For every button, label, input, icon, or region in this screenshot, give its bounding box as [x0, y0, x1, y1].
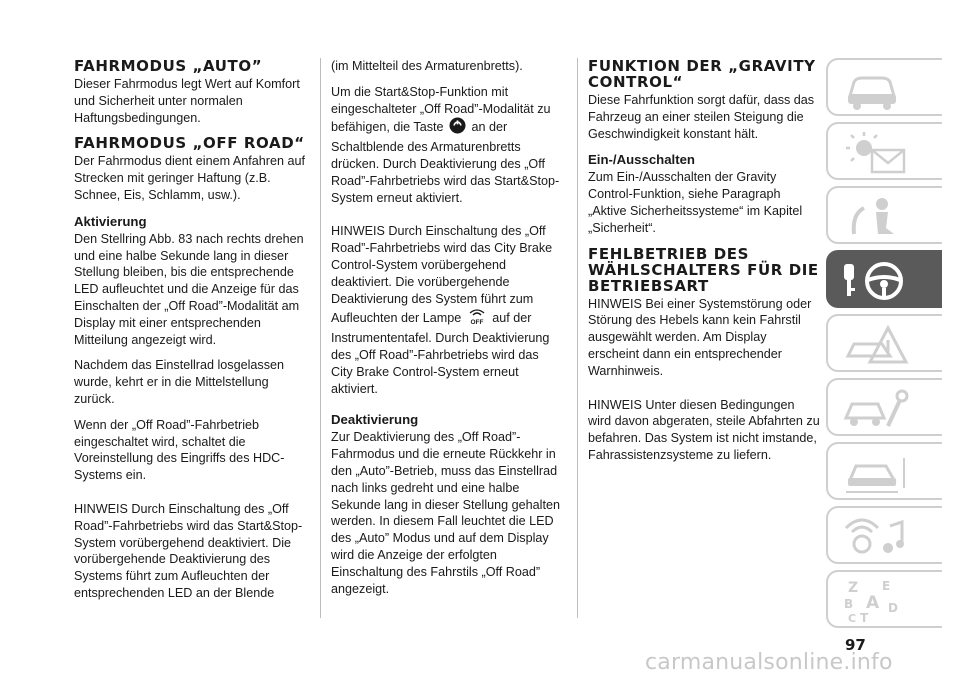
note-start-stop: HINWEIS Durch Einschaltung des „Off Road”-Fahrbetriebs wird das Start&Stop-System vorübergehend deaktiviert. Die vorübergehende Deaktivierung des Systems führt zum Aufleuchten der entsprechenden LED an der Blende	[74, 501, 303, 600]
index-letter: B	[844, 597, 854, 611]
text-city-brake-a: HINWEIS Durch Einschaltung des „Off Road”-Fahrbetriebs wird das City Brake Control-System vorübergehend deaktiviert. Die vorübergehende Deaktivierung des System führt zum Aufleuchten der Lampe	[331, 224, 553, 326]
start-stop-button-icon	[449, 117, 466, 139]
page-number: 97	[845, 636, 866, 654]
heading-fehlbetrieb: FEHLBETRIEB DES WÄHLSCHALTERS FÜR DIE BETRIEBSART	[588, 244, 819, 295]
breakdown-warning-icon	[842, 322, 912, 368]
column-divider	[320, 58, 321, 618]
text-start-stop-b: an der Schaltblende des Armaturenbretts drücken. Durch Deaktivierung des „Off Road”-Fahrbetriebs wird das Start&Stop-System erneut aktiviert.	[331, 120, 560, 205]
tab-breakdown-warning[interactable]	[826, 314, 942, 372]
paragraph-auto-desc: Dieser Fahrmodus legt Wert auf Komfort und Sicherheit unter normalen Haftungsbedingungen.	[74, 77, 300, 125]
city-brake-off-lamp-icon	[467, 307, 487, 330]
multimedia-icon	[842, 514, 912, 560]
text-city-brake-b: auf der Instrumententafel. Durch Deaktivierung des „Off Road”-Fahrbetriebs wird das City Brake Control-System erneut aktiviert.	[331, 311, 550, 396]
heading-deaktivierung: Deaktivierung	[331, 412, 419, 428]
note-systemstoerung: HINWEIS Bei einer Systemstörung oder Störung des Hebels kann kein Fahrstil ausgewählt werden. Am Display erscheint dann ein entsprechender Warnhinweis.	[588, 296, 812, 378]
tab-car-dashboard[interactable]	[826, 58, 942, 116]
index-letter: Z	[848, 580, 859, 596]
index-letter: T	[860, 611, 869, 624]
tab-sun-envelope[interactable]	[826, 122, 942, 180]
paragraph-offroad-desc: Der Fahrmodus dient einem Anfahren auf Strecken mit geringer Haftung (z.B. Schnee, Eis, Schlamm, usw.).	[74, 154, 306, 202]
watermark-text: carmanualsonline.info	[645, 650, 893, 675]
heading-gravity-control: FUNKTION DER „GRAVITY CONTROL“	[588, 57, 816, 91]
note-abfahrten: HINWEIS Unter diesen Bedingungen wird davon abgeraten, steile Abfahrten zu befahren. Das System ist nicht imstande, Fahrassistenzsysteme zu liefern.	[588, 397, 820, 462]
key-steering-wheel-icon	[842, 258, 912, 304]
heading-fahrmodus-offroad: FAHRMODUS „OFF ROAD“	[74, 134, 305, 153]
sun-envelope-icon	[842, 130, 912, 176]
car-dimensions-icon	[842, 450, 912, 496]
index-letter: C	[848, 612, 857, 624]
airbag-seat-icon	[842, 194, 912, 240]
column-2	[331, 58, 563, 606]
paragraph-continuation: (im Mittelteil des Armaturenbretts).	[331, 59, 523, 73]
index-letter: D	[888, 601, 898, 615]
paragraph-einstellrad: Nachdem das Einstellrad losgelassen wurde, kehrt er in die Mittelstellung zurück.	[74, 358, 285, 406]
tab-index[interactable]	[826, 570, 942, 628]
heading-fahrmodus-auto: FAHRMODUS „AUTO”	[74, 57, 263, 75]
paragraph-hdc: Wenn der „Off Road”-Fahrbetrieb eingeschaltet wird, schaltet die Voreinstellung des Eingriffs des HDC-Systems ein.	[74, 417, 285, 483]
index-letter: A	[866, 593, 880, 613]
tab-key-steering-wheel[interactable]	[826, 250, 942, 308]
tab-multimedia[interactable]	[826, 506, 942, 564]
note-city-brake	[331, 223, 563, 397]
paragraph-start-stop-button	[331, 84, 563, 207]
column-1	[74, 58, 306, 611]
heading-ein-ausschalten: Ein-/Ausschalten	[588, 152, 695, 168]
lamp-off-label: OFF	[470, 319, 484, 326]
paragraph-ein-ausschalten: Zum Ein-/Ausschalten der Gravity Control-Funktion, siehe Paragraph „Aktive Sicherheitssysteme“ im Kapitel „Sicherheit“.	[588, 170, 803, 235]
tab-car-dimensions[interactable]	[826, 442, 942, 500]
car-dashboard-icon	[842, 66, 902, 112]
column-3	[588, 58, 820, 473]
heading-aktivierung: Aktivierung	[74, 213, 147, 229]
index-letter: E	[882, 579, 891, 593]
paragraph-aktivierung: Den Stellring Abb. 83 nach rechts drehen und eine halbe Sekunde lang in dieser Stellung bleiben, bis die entsprechende LED aufleuchtet und die Anzeige für das Einschalten der „Off Road”-Modalität am Display mit einer entsprechenden Mitteilung angezeigt wird.	[74, 231, 304, 347]
car-wrench-icon	[842, 386, 912, 432]
index-letters-icon	[842, 578, 912, 624]
column-divider	[577, 58, 578, 618]
tab-car-wrench[interactable]	[826, 378, 942, 436]
text-start-stop-a: Um die Start&Stop-Funktion mit eingeschalteter „Off Road”-Modalität zu befähigen, die Taste	[331, 84, 551, 135]
paragraph-gravity-desc: Diese Fahrfunktion sorgt dafür, dass das Fahrzeug an einer steilen Steigung die Geschwindigkeit konstant hält.	[588, 93, 815, 141]
tab-airbag-seat[interactable]	[826, 186, 942, 244]
paragraph-deaktivierung: Zur Deaktivierung des „Off Road”-Fahrmodus und die erneute Rückkehr in den „Auto”-Betrieb, muss das Einstellrad nach links gedreht und eine halbe Sekunde lang in dieser Stellung gehalten werden. In diesem Fall leuchtet die LED des „Auto” Modus und auf dem Display wird die Anzeige der erfolgten Einschaltung des Fahrstils „Off Road” angezeigt.	[331, 430, 560, 596]
